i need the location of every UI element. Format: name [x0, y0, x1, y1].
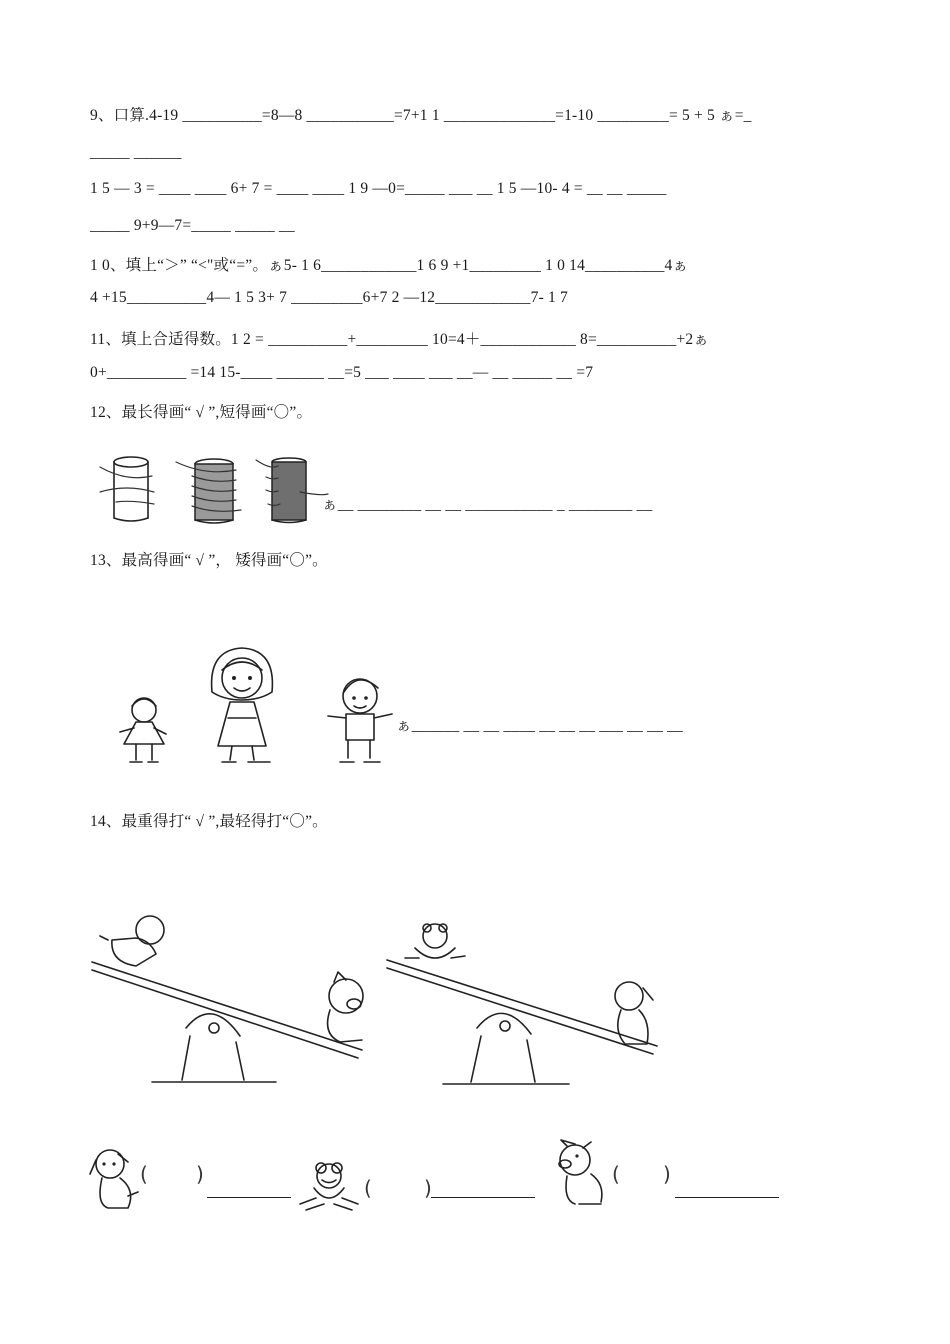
cylinder-dense-coil [176, 459, 241, 523]
frog-paren-close: ) [424, 1176, 432, 1200]
q9-line-2: _____ ______ [90, 144, 182, 161]
dog-paren-close: ) [196, 1162, 204, 1186]
dog-answer-blank [207, 1197, 291, 1198]
tall-girl-figure [212, 648, 273, 762]
seesaw-dog-pig-image [90, 910, 380, 1090]
pig-paren-close: ) [663, 1162, 671, 1186]
boy-figure [328, 679, 392, 762]
q13-answer-blanks: ぁ______ __ __ ____ __ __ __ ___ __ __ __ [396, 717, 683, 734]
cylinder-short-coil [100, 457, 154, 521]
dog-paren-open: ( [140, 1162, 148, 1186]
frog-paren-open: ( [364, 1176, 372, 1200]
seesaw-frog-dog-image [385, 918, 675, 1098]
pig-paren-open: ( [612, 1162, 620, 1186]
q11-line-2: 0+__________ =14 15-____ ______ __=5 ___ ____ ___ __— __ _____ __ =7 [90, 364, 594, 381]
q12-answer-blanks: ぁ__ ________ __ __ ___________ _ ________ __ [322, 496, 653, 513]
frog-answer-image [296, 1160, 362, 1214]
q13-title: 13、最高得画“ √ ”， 矮得画“〇”。 [90, 552, 328, 569]
coil-cylinders-image [96, 452, 336, 532]
q14-title: 14、最重得打“ √ ”,最轻得打“〇”。 [90, 813, 328, 830]
pig-answer-image [553, 1140, 611, 1208]
q10-line-2: 4 +15__________4— 1 5 3+ 7 _________6+7 2 —12____________7- 1 7 [90, 289, 568, 306]
pig-on-seesaw [328, 972, 363, 1042]
small-girl-figure [120, 698, 166, 762]
dog-on-seesaw [100, 916, 164, 966]
q12-title: 12、最长得画“ √ ”,短得画“〇”。 [90, 404, 313, 421]
dog-answer-image [88, 1146, 142, 1214]
three-children-image [110, 640, 410, 770]
frog-answer-blank [431, 1197, 535, 1198]
q9-line-3: 1 5 — 3 = ____ ____ 6+ 7 = ____ ____ 1 9 —0=_____ ___ __ 1 5 —10- 4 = __ __ _____ [90, 180, 667, 197]
q9-line-1: 9、口算.4-19 __________=8—8 ___________=7+1 1 ______________=1-10 _________= 5 + 5 ぁ=_ [90, 107, 752, 124]
q10-line-1: 1 0、填上“＞” “<"或“=”。ぁ5- 1 6____________1 6 9 +1_________ 1 0 14__________4ぁ [90, 257, 689, 274]
pig-answer-blank [675, 1197, 779, 1198]
q9-line-4: _____ 9+9—7=_____ _____ __ [90, 217, 295, 234]
frog-on-seesaw [405, 924, 465, 958]
q11-line-1: 11、填上合适得数。1 2 = __________+_________ 10=4＋____________ 8=__________+2ぁ [90, 331, 710, 348]
cylinder-long-coil [256, 458, 328, 523]
